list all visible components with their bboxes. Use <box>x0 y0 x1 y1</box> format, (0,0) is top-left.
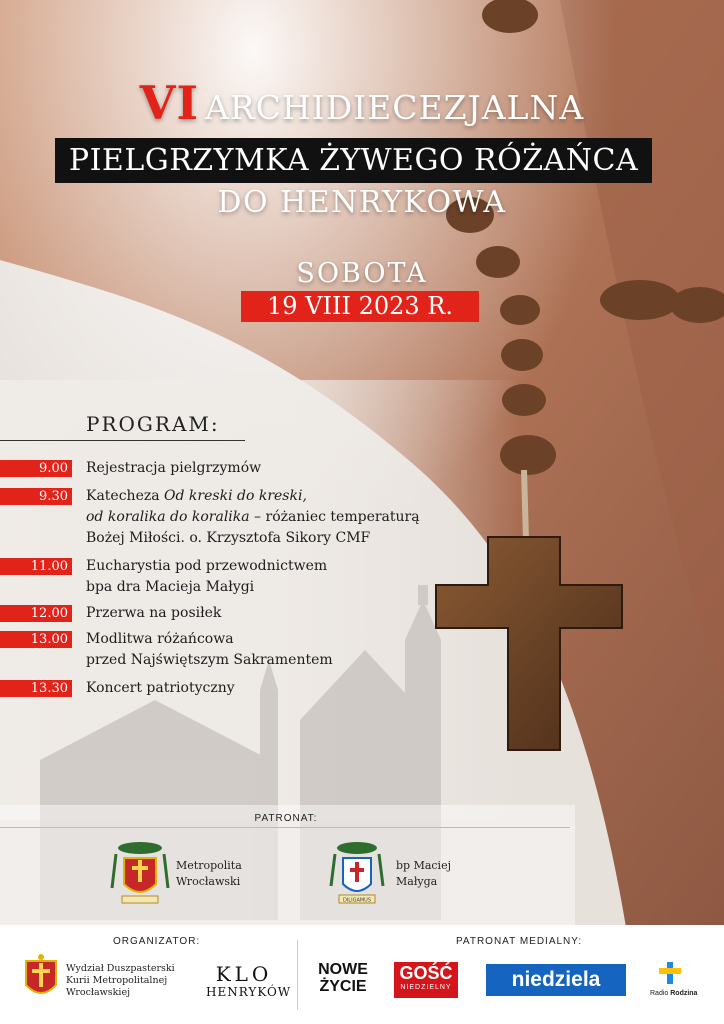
radio-rodzina-logo <box>650 960 698 997</box>
program-item-2 <box>86 486 420 549</box>
niedzielny-text: NIEDZIELNY <box>400 984 452 991</box>
henrykow-text: HENRYKÓW <box>206 985 292 999</box>
metropolita-name <box>176 858 242 890</box>
program-time-5: 13.00 <box>0 631 72 648</box>
wydzial-l1: Wydział Duszpasterski <box>66 963 175 974</box>
program-time-1: 9.00 <box>0 460 72 477</box>
bishop-coat-of-arms-icon <box>325 840 389 906</box>
title-line-1 <box>0 76 724 130</box>
organizator-label: ORGANIZATOR: <box>113 936 201 947</box>
nowe-zycie-logo <box>318 961 368 995</box>
event-day: SOBOTA <box>296 258 428 289</box>
program-item-2-d: – różaniec temperaturą <box>249 509 420 525</box>
patronat-divider <box>0 827 570 828</box>
program-item-5 <box>86 629 333 671</box>
program-item-1: Rejestracja pielgrzymów <box>86 460 262 476</box>
curia-coat-of-arms-icon <box>22 953 60 1003</box>
program-item-2-e: Bożej Miłości. o. Krzysztofa Sikory CMF <box>86 530 371 546</box>
program-item-6: Koncert patriotyczny <box>86 680 235 696</box>
program-time-6: 13.30 <box>0 680 72 697</box>
metropolita-l2: Wrocławski <box>176 875 241 888</box>
program-item-3-l1: Eucharystia pod przewodnictwem <box>86 558 328 574</box>
program-item-2-c: od koralika do koralika <box>86 509 250 525</box>
niedziela-logo: niedziela <box>486 964 626 996</box>
radio-b: Rodzina <box>670 990 698 997</box>
program-item-5-l2: przed Najświętszym Sakramentem <box>86 652 333 668</box>
media-patronage-label: PATRONAT MEDIALNY: <box>456 936 583 947</box>
bishop-l1: bp Maciej <box>396 859 451 872</box>
gosc-niedzielny-logo <box>394 962 458 998</box>
metropolitan-coat-of-arms-icon <box>108 840 172 906</box>
program-item-4: Przerwa na posiłek <box>86 605 222 621</box>
radio-rodzina-text <box>650 990 698 997</box>
wydzial-l3: Wrocławskiej <box>66 987 131 998</box>
nowe-text: NOWE <box>318 961 368 978</box>
program-item-3-l2: bpa dra Macieja Małygi <box>86 579 255 595</box>
program-item-2-b: Od kreski do kreski, <box>164 488 307 504</box>
program-time-2: 9.30 <box>0 488 72 505</box>
program-item-3 <box>86 556 327 598</box>
event-date: 19 VIII 2023 R. <box>241 291 479 322</box>
program-item-2-a: Katecheza <box>86 488 165 504</box>
radio-rodzina-icon <box>655 960 685 986</box>
bishop-motto: DILIGAMUS <box>342 897 372 904</box>
program-time-3: 11.00 <box>0 558 72 575</box>
metropolita-l1: Metropolita <box>176 859 242 872</box>
program-item-5-l1: Modlitwa różańcowa <box>86 631 234 647</box>
wydzial-name <box>66 963 175 999</box>
patronat-label: PATRONAT: <box>254 813 318 824</box>
edition-numeral: VI <box>139 76 199 130</box>
radio-a: Radio <box>650 990 671 997</box>
bishop-name <box>396 858 451 890</box>
program-time-4: 12.00 <box>0 605 72 622</box>
bishop-l2: Małyga <box>396 875 438 888</box>
gosc-text: GOŚĆ <box>399 963 453 983</box>
klo-henrykow-logo <box>206 962 292 999</box>
title-line-2: PIELGRZYMKA ŻYWEGO RÓŻAŃCA <box>55 138 652 183</box>
wydzial-l2: Kurii Metropolitalnej <box>66 975 168 986</box>
footer-divider <box>297 940 298 1010</box>
zycie-text: ŻYCIE <box>319 978 367 995</box>
program-heading: PROGRAM: <box>86 412 220 436</box>
program-divider <box>0 440 245 441</box>
title-line-3: DO HENRYKOWA <box>217 185 507 220</box>
title-archidiecezjalna: ARCHIDIECEZJALNA <box>204 88 585 127</box>
klo-text: KLO <box>215 962 273 986</box>
